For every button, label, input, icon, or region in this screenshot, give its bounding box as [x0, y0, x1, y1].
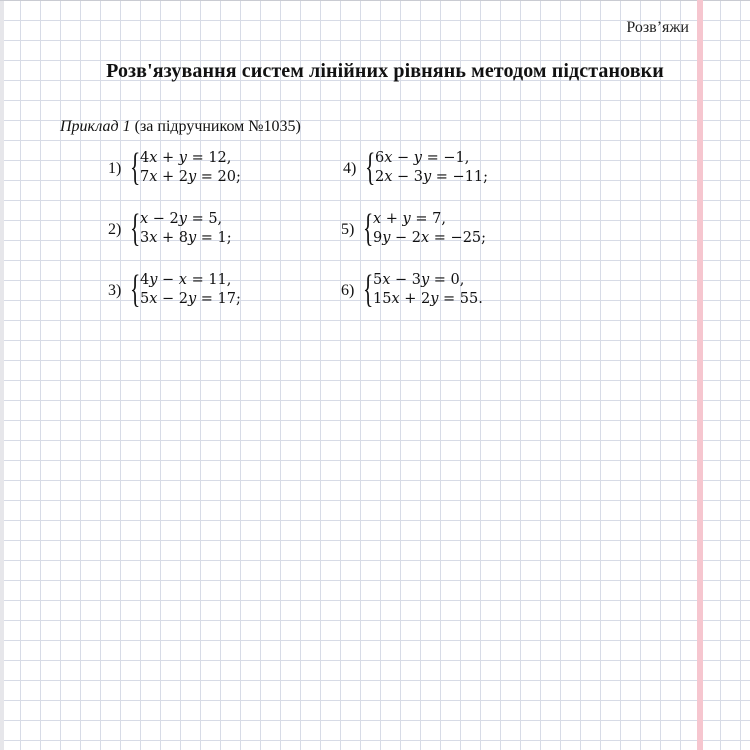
equation-2: 5𝑥 − 2𝑦 = 17; — [140, 291, 241, 307]
left-brace: { — [363, 207, 374, 250]
system-number: 2) — [108, 221, 122, 238]
equation-1: 4𝑥 + 𝑦 = 12, — [140, 150, 232, 166]
page-title: Розв'язування систем лінійних рівнянь методом підстановки — [106, 60, 664, 82]
left-brace: { — [130, 268, 141, 311]
equation-1: 𝑥 + 𝑦 = 7, — [373, 211, 446, 227]
equation-2: 2𝑥 − 3𝑦 = −11; — [375, 169, 489, 185]
equation-2: 7𝑥 + 2𝑦 = 20; — [140, 169, 241, 185]
equation-1: 6𝑥 − 𝑦 = −1, — [375, 150, 470, 166]
example-label: Приклад 1 — [60, 118, 131, 135]
left-brace: { — [363, 268, 374, 311]
equation-1: 4𝑦 − 𝑥 = 11, — [140, 272, 232, 288]
system-number: 6) — [341, 282, 355, 299]
example-heading — [60, 118, 301, 136]
equation-2: 3𝑥 + 8𝑦 = 1; — [140, 230, 232, 246]
equation-2: 9𝑦 − 2𝑥 = −25; — [373, 230, 487, 246]
page-top-edge — [0, 0, 750, 1]
left-brace: { — [130, 146, 141, 189]
left-brace: { — [130, 207, 141, 250]
system-number: 3) — [108, 282, 122, 299]
system-number: 5) — [341, 221, 355, 238]
header-label: Розв’яжи — [626, 19, 689, 36]
system-number: 1) — [108, 160, 122, 177]
equation-1: 5𝑥 − 3𝑦 = 0, — [373, 272, 465, 288]
left-brace: { — [365, 146, 376, 189]
page-left-edge — [0, 0, 4, 750]
system-number: 4) — [343, 160, 357, 177]
equation-2: 15𝑥 + 2𝑦 = 55. — [373, 291, 483, 307]
example-source-note: (за підручником №1035) — [130, 118, 301, 135]
red-margin-line — [697, 0, 703, 750]
equation-1: 𝑥 − 2𝑦 = 5, — [140, 211, 223, 227]
